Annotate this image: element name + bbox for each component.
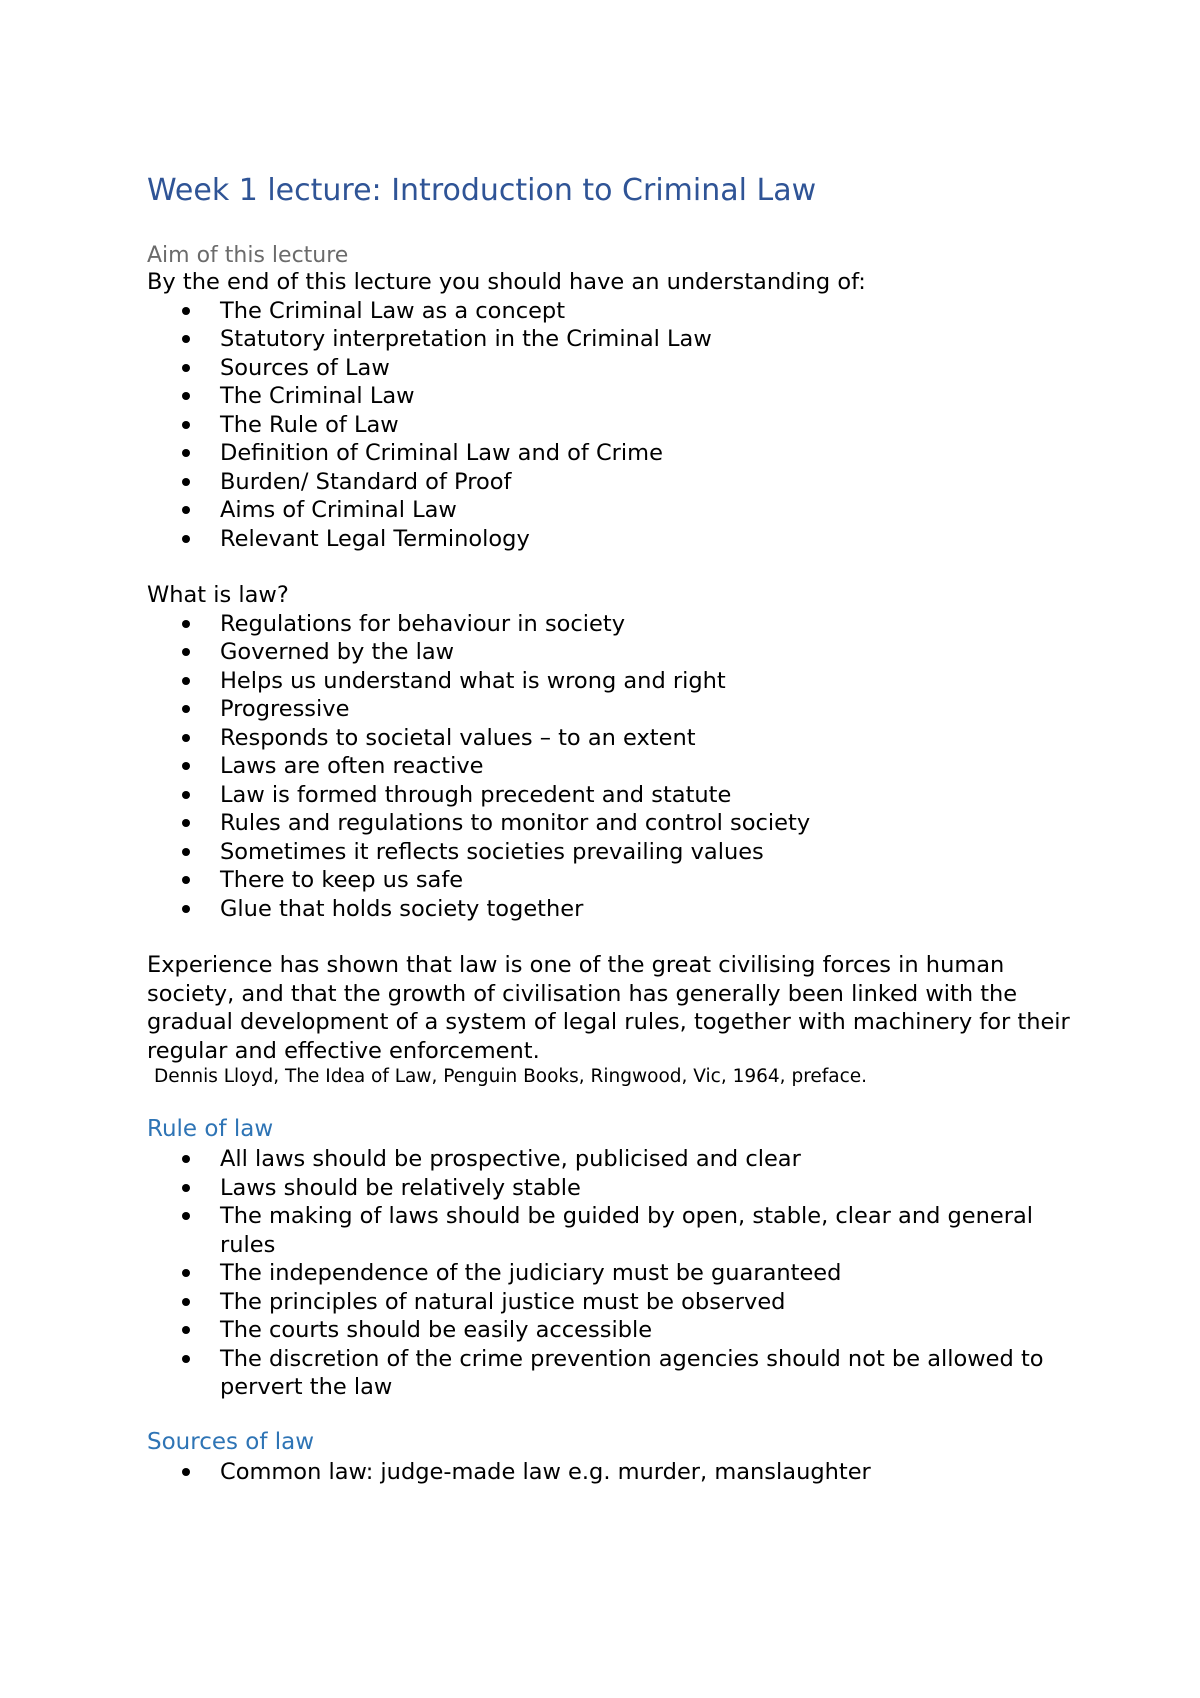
bullet-dot-icon bbox=[182, 905, 190, 913]
list-item-text: The Criminal Law as a concept bbox=[220, 297, 566, 324]
list-item bbox=[220, 1288, 1080, 1317]
bullet-dot-icon bbox=[182, 791, 190, 799]
list-item bbox=[220, 695, 1080, 724]
list-item bbox=[220, 325, 1080, 354]
sources-of-law-heading: Sources of law bbox=[147, 1428, 315, 1455]
list-item-text: The independence of the judiciary must be guaranteed bbox=[220, 1260, 842, 1286]
list-item bbox=[220, 781, 1080, 810]
list-item bbox=[220, 382, 1080, 411]
bullet-dot-icon bbox=[182, 478, 190, 486]
list-item-text: Common law: judge-made law e.g. murder, manslaughter bbox=[220, 1458, 871, 1485]
list-item bbox=[220, 468, 1080, 497]
bullet-dot-icon bbox=[182, 648, 190, 656]
list-item bbox=[220, 1316, 1080, 1345]
list-item-text: Helps us understand what is wrong and right bbox=[220, 667, 726, 694]
list-item-text: There to keep us safe bbox=[220, 867, 464, 893]
list-item bbox=[220, 610, 1080, 639]
bullet-dot-icon bbox=[182, 421, 190, 429]
bullet-dot-icon bbox=[182, 1298, 190, 1306]
list-item-text: Aims of Criminal Law bbox=[220, 497, 457, 523]
bullet-dot-icon bbox=[182, 335, 190, 343]
list-item bbox=[220, 411, 1080, 440]
bullet-dot-icon bbox=[182, 677, 190, 685]
bullet-dot-icon bbox=[182, 1468, 190, 1476]
rule-of-law-list bbox=[147, 1145, 1080, 1402]
list-item-text: Sometimes it reflects societies prevailing values bbox=[220, 838, 764, 865]
list-item-text: Progressive bbox=[220, 696, 350, 722]
bullet-dot-icon bbox=[182, 364, 190, 372]
list-item-text: The Rule of Law bbox=[220, 411, 399, 438]
list-item bbox=[220, 1202, 1080, 1259]
bullet-dot-icon bbox=[182, 734, 190, 742]
list-item bbox=[220, 752, 1080, 781]
bullet-dot-icon bbox=[182, 620, 190, 628]
list-item bbox=[220, 838, 1080, 867]
list-item bbox=[220, 1458, 1080, 1487]
bullet-dot-icon bbox=[182, 392, 190, 400]
list-item-text: Responds to societal values – to an extent bbox=[220, 724, 696, 751]
bullet-dot-icon bbox=[182, 1155, 190, 1163]
what-is-law-list bbox=[147, 610, 1080, 924]
sources-of-law-list bbox=[147, 1458, 1080, 1487]
bullet-dot-icon bbox=[182, 535, 190, 543]
bullet-dot-icon bbox=[182, 307, 190, 315]
list-item-text: All laws should be prospective, publicised and clear bbox=[220, 1146, 801, 1172]
list-item-text: Laws should be relatively stable bbox=[220, 1174, 581, 1201]
bullet-dot-icon bbox=[182, 1269, 190, 1277]
quote-text: Experience has shown that law is one of the great civilising forces in human society, and that the growth of civilisation has generally been linked with the gradual development of a system of legal rules, together with machinery for their regular and effective enforcement. bbox=[147, 952, 1070, 1064]
list-item-text: Glue that holds society together bbox=[220, 895, 584, 922]
list-item-text: Regulations for behaviour in society bbox=[220, 610, 626, 637]
list-item-text: Definition of Criminal Law and of Crime bbox=[220, 440, 663, 466]
list-item bbox=[220, 809, 1080, 838]
aim-list bbox=[147, 297, 1080, 554]
bullet-dot-icon bbox=[182, 1326, 190, 1334]
list-item-text: Law is formed through precedent and statute bbox=[220, 781, 732, 808]
bullet-dot-icon bbox=[182, 1184, 190, 1192]
list-item bbox=[220, 1174, 1080, 1203]
bullet-dot-icon bbox=[182, 1355, 190, 1363]
list-item bbox=[220, 1145, 1080, 1174]
list-item bbox=[220, 667, 1080, 696]
bullet-dot-icon bbox=[182, 848, 190, 856]
list-item-text: The discretion of the crime prevention agencies should not be allowed to pervert the law bbox=[220, 1345, 1044, 1400]
list-item-text: The principles of natural justice must be observed bbox=[220, 1288, 786, 1315]
list-item bbox=[220, 724, 1080, 753]
what-is-law-heading: What is law? bbox=[147, 582, 289, 608]
list-item bbox=[220, 525, 1080, 554]
bullet-dot-icon bbox=[182, 705, 190, 713]
bullet-dot-icon bbox=[182, 819, 190, 827]
list-item bbox=[220, 866, 1080, 895]
bullet-dot-icon bbox=[182, 876, 190, 884]
list-item bbox=[220, 297, 1080, 326]
bullet-dot-icon bbox=[182, 506, 190, 514]
list-item bbox=[220, 1345, 1080, 1402]
list-item-text: Burden/ Standard of Proof bbox=[220, 468, 512, 495]
aim-intro: By the end of this lecture you should have an understanding of: bbox=[147, 269, 866, 295]
list-item-text: The making of laws should be guided by open, stable, clear and general rules bbox=[220, 1203, 1034, 1258]
bullet-dot-icon bbox=[182, 1212, 190, 1220]
list-item bbox=[220, 354, 1080, 383]
quote-citation: Dennis Lloyd, The Idea of Law, Penguin Books, Ringwood, Vic, 1964, preface. bbox=[154, 1066, 868, 1087]
list-item-text: Rules and regulations to monitor and control society bbox=[220, 810, 811, 836]
list-item-text: Laws are often reactive bbox=[220, 753, 484, 779]
bullet-dot-icon bbox=[182, 762, 190, 770]
list-item bbox=[220, 439, 1080, 468]
aim-heading: Aim of this lecture bbox=[147, 243, 349, 268]
document-title: Week 1 lecture: Introduction to Criminal Law bbox=[147, 173, 817, 208]
list-item bbox=[220, 496, 1080, 525]
list-item-text: The courts should be easily accessible bbox=[220, 1317, 653, 1343]
list-item-text: The Criminal Law bbox=[220, 383, 415, 409]
list-item bbox=[220, 1259, 1080, 1288]
list-item-text: Governed by the law bbox=[220, 639, 455, 665]
list-item bbox=[220, 895, 1080, 924]
list-item bbox=[220, 638, 1080, 667]
rule-of-law-heading: Rule of law bbox=[147, 1116, 274, 1142]
list-item-text: Statutory interpretation in the Criminal Law bbox=[220, 326, 712, 352]
list-item-text: Sources of Law bbox=[220, 354, 390, 381]
list-item-text: Relevant Legal Terminology bbox=[220, 525, 530, 552]
bullet-dot-icon bbox=[182, 449, 190, 457]
